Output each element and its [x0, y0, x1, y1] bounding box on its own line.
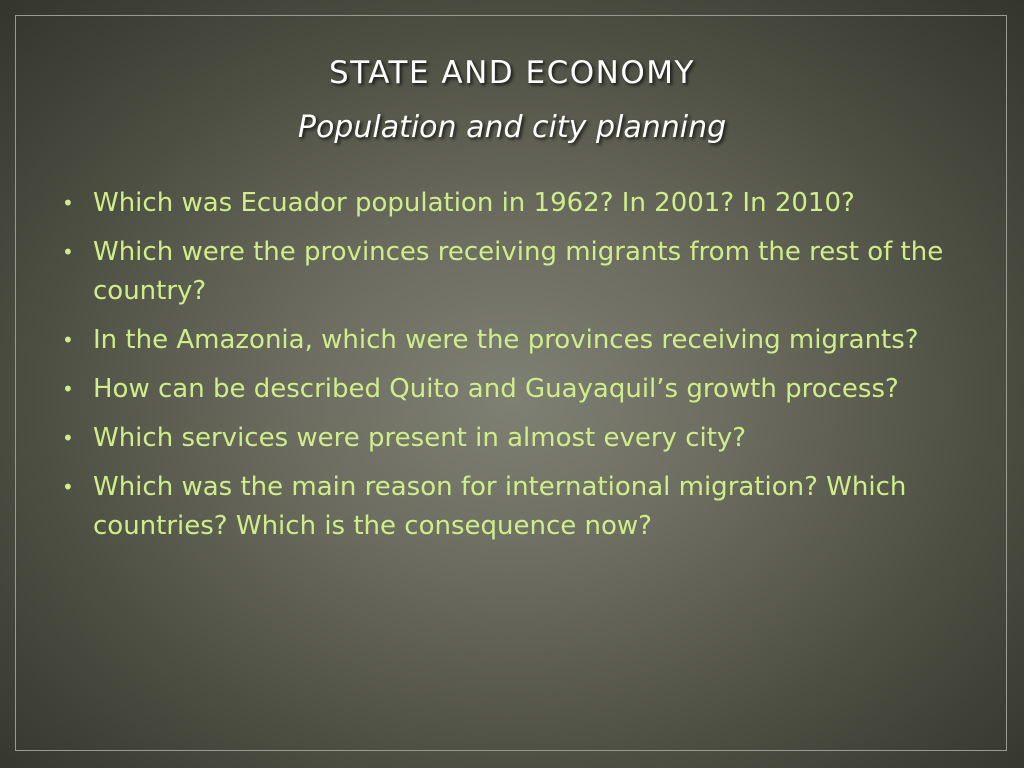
- bullet-item: [60, 468, 960, 546]
- slide-subtitle: Population and city planning: [297, 110, 727, 145]
- bullet-text: How can be described Quito and Guayaquil’s growth process?: [93, 374, 899, 404]
- slide-title: STATE AND ECONOMY: [329, 55, 695, 91]
- bullet-item: [60, 321, 960, 360]
- bullet-text: Which was the main reason for international migration? Which countries? Which is the consequence now?: [93, 472, 907, 541]
- bullet-text: Which services were present in almost every city?: [93, 423, 747, 453]
- bullet-item: [60, 419, 960, 458]
- bullet-dot-icon: •: [62, 328, 74, 352]
- bullet-text: In the Amazonia, which were the provinces receiving migrants?: [93, 325, 919, 355]
- bullet-item: [60, 233, 960, 311]
- bullet-text: Which was Ecuador population in 1962? In 2001? In 2010?: [93, 188, 855, 218]
- bullet-dot-icon: •: [62, 240, 74, 264]
- bullet-dot-icon: •: [62, 191, 74, 215]
- bullet-item: [60, 370, 960, 409]
- bullet-dot-icon: •: [62, 475, 74, 499]
- bullet-dot-icon: •: [62, 426, 74, 450]
- title-block: [0, 54, 1024, 148]
- bullet-dot-icon: •: [62, 377, 74, 401]
- bullet-item: [60, 184, 960, 223]
- bullet-text: Which were the provinces receiving migrants from the rest of the country?: [93, 237, 944, 306]
- bullet-list: [60, 184, 960, 556]
